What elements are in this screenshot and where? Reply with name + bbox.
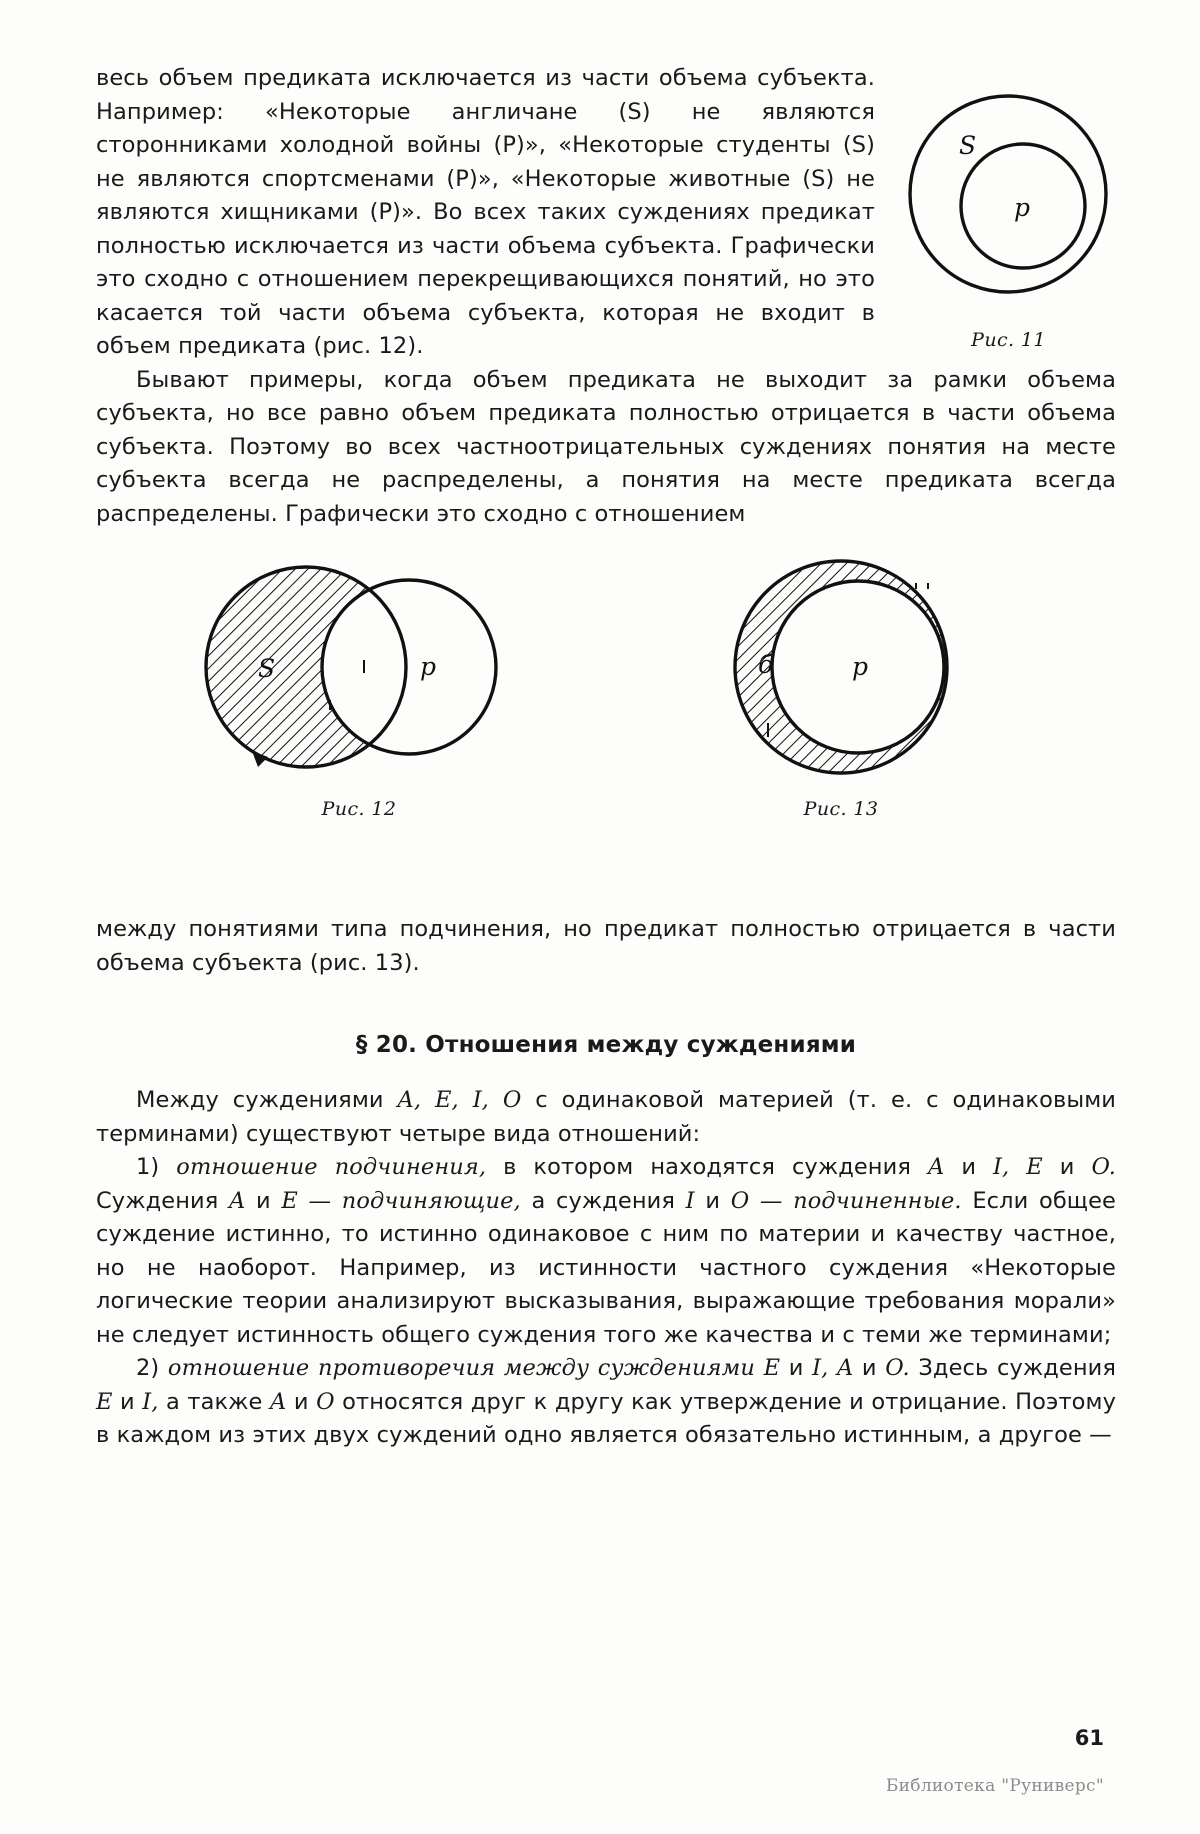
figure-12-caption: Рис. 12 <box>321 798 397 820</box>
figure-11 <box>901 84 1116 351</box>
p5-text-g: и <box>694 1187 731 1214</box>
p5-italic-e: A <box>229 1187 246 1214</box>
p6-italic-f: A <box>270 1388 287 1415</box>
p6-text-c: Здесь суждения <box>909 1355 1116 1381</box>
p5-italic-d: O. <box>1091 1154 1117 1180</box>
figure-13 <box>676 555 1006 820</box>
p4-text-b: с одинаковой материей (т. е. с одинаковыми терминами) существуют четыре вида отношений: <box>96 1087 1116 1147</box>
p5-text-d: Суждения <box>96 1187 230 1214</box>
paragraph-2: Бывают примеры, когда объем предиката не выходит за рамки объема субъекта, но все равно объем предиката полностью отрицается в части объема субъекта. Поэтому во всех частноотрицательных суждениях понятия на месте субъекта всегда не распределены, а понятия на месте предиката всегда распределены. Графически это сходно с отношением <box>96 366 1116 527</box>
p5-text-b: и <box>944 1154 994 1180</box>
library-watermark: Библиотека "Руниверс" <box>885 1776 1104 1796</box>
figure-13-diagram <box>676 555 1006 780</box>
p5-text-f: а суждения <box>520 1187 686 1214</box>
p6-italic-a: отношение противоречия между суждениями E <box>167 1355 781 1381</box>
figure-13-caption: Рис. 13 <box>803 798 879 820</box>
p5-italic-a: отношение подчинения, <box>176 1154 487 1180</box>
p6-text-g: относятся друг к другу как утверждение и отрицание. Поэтому в каждом из этих двух суждений одно является обязательно истинным, а другое — <box>96 1388 1117 1448</box>
p6-text-e: а также <box>158 1388 270 1415</box>
figure-13-outer-label: б <box>758 650 774 679</box>
p5-italic-f: E — подчиняющие, <box>281 1187 521 1214</box>
paragraph-6 <box>96 1352 1116 1453</box>
p4-text-a: Между суждениями <box>136 1087 398 1113</box>
p6-text-d: и <box>112 1388 143 1415</box>
p6-italic-d: E <box>96 1388 113 1415</box>
intro-block <box>96 62 1116 531</box>
p5-text-a: в котором находятся суждения <box>486 1154 928 1180</box>
figure-12-left-label: S <box>258 654 276 683</box>
paragraph-1: весь объем предиката исключается из части объема субъекта. Например: «Некоторые англичане (S) не являются сторонниками холодной войны (P)», «Некоторые студенты (S) не являются спортсменами (P)», «Некоторые животные (S) не являются хищниками (P)». Во всех таких суждениях предикат полностью исключается из части объема субъекта. Графически это сходно с отношением перекрещивающихся понятий, но это касается той части объема субъекта, которая не входит в объем предиката (рис. 12). <box>96 65 875 359</box>
p4-italic-a: A, E, I, O <box>397 1087 522 1113</box>
p6-italic-c: O. <box>885 1355 910 1381</box>
p5-italic-b: A <box>927 1154 945 1180</box>
paragraph-3: между понятиями типа подчинения, но предикат полностью отрицается в части объема субъекта (рис. 13). <box>96 916 1116 976</box>
p6-text-b: и <box>853 1355 886 1381</box>
p5-italic-c: I, E <box>993 1154 1043 1180</box>
figures-row <box>96 555 1116 855</box>
figure-11-caption: Рис. 11 <box>971 329 1046 351</box>
p6-italic-b: I, A <box>812 1355 854 1381</box>
p6-italic-g: O <box>316 1388 335 1415</box>
p5-number: 1) <box>136 1154 177 1180</box>
figure-12-diagram <box>194 555 524 780</box>
p6-italic-e: I, <box>142 1388 159 1415</box>
p5-text-e: и <box>245 1187 282 1214</box>
figure-12-right-label: p <box>420 652 437 681</box>
figure-12 <box>194 555 524 820</box>
figure-13-inner-label: p <box>852 652 869 681</box>
paragraph-4 <box>96 1084 1116 1151</box>
paragraph-5 <box>96 1151 1116 1352</box>
page-number: 61 <box>1074 1726 1104 1750</box>
p6-text-a: и <box>780 1355 813 1381</box>
section-title: § 20. Отношения между суждениями <box>355 1032 857 1058</box>
figure-11-inner-label: p <box>1014 193 1031 222</box>
p5-text-h: Если общее суждение истинно, то истинно одинаковое с ним по материи и качеству частное, но не наоборот. Например, из истинности частного суждения «Некоторые логические теории анализируют высказывания, выражающие требования морали» не следует истинность общего суждения того же качества и с теми же терминами; <box>96 1187 1116 1348</box>
figure-11-diagram <box>901 84 1116 319</box>
p6-text-f: и <box>286 1388 317 1415</box>
page-content <box>96 62 1116 1453</box>
p5-italic-h: O — подчиненные. <box>730 1187 962 1214</box>
p5-italic-g: I <box>685 1187 695 1214</box>
figure-11-outer-label: S <box>959 131 977 160</box>
p6-number: 2) <box>136 1355 168 1381</box>
p5-text-c: и <box>1042 1154 1092 1180</box>
